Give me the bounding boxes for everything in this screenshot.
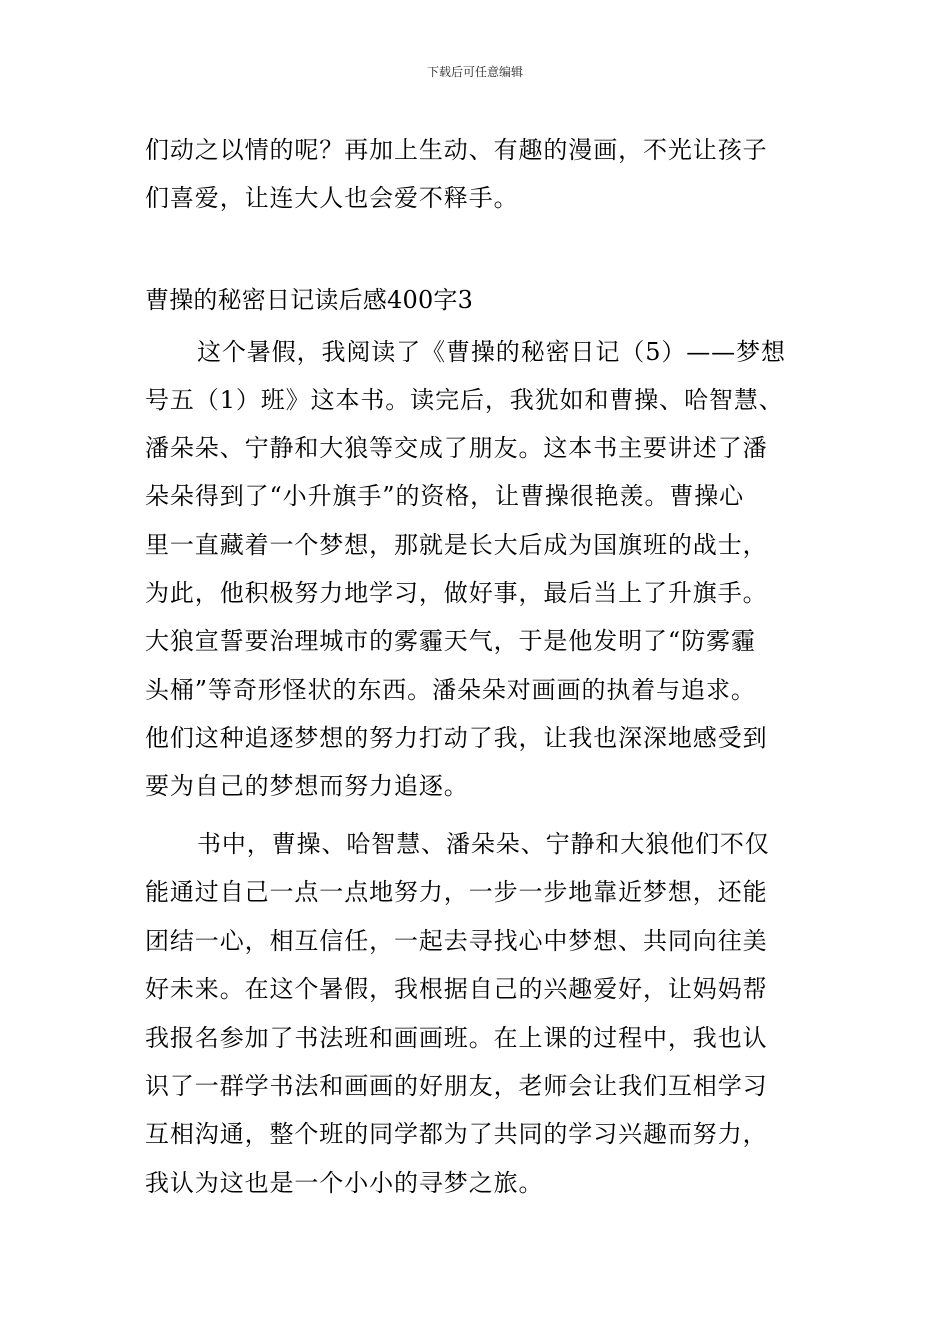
text-line: 朵朵得到了“小升旗手”的资格，让曹操很艳羡。曹操心	[145, 482, 745, 510]
text-line: 大狼宣誓要治理城市的雾霾天气，于是他发明了“防雾霾	[145, 627, 756, 655]
text-line: 头桶”等奇形怪状的东西。潘朵朵对画画的执着与追求。	[145, 676, 756, 704]
text-line: 里一直藏着一个梦想，那就是长大后成为国旗班的战士，	[145, 531, 768, 559]
text-line: 书中，曹操、哈智慧、潘朵朵、宁静和大狼他们不仅	[197, 830, 770, 858]
text-line: 们喜爱，让连大人也会爱不释手。	[145, 184, 519, 212]
text-line: 能通过自己一点一点地努力，一步一步地靠近梦想，还能	[145, 878, 768, 906]
text-line: 识了一群学书法和画画的好朋友，老师会让我们互相学习	[145, 1072, 768, 1100]
text-line: 我报名参加了书法班和画画班。在上课的过程中，我也认	[145, 1024, 768, 1052]
text-line: 为此，他积极努力地学习，做好事，最后当上了升旗手。	[145, 579, 768, 607]
text-line: 们动之以情的呢？再加上生动、有趣的漫画，不光让孩子	[145, 136, 768, 164]
page-header-note: 下载后可任意编辑	[426, 65, 523, 79]
text-line: 他们这种追逐梦想的努力打动了我，让我也深深地感受到	[145, 724, 768, 752]
text-line: 潘朵朵、宁静和大狼等交成了朋友。这本书主要讲述了潘	[145, 434, 768, 462]
text-line: 号五（1）班》这本书。读完后，我犹如和曹操、哈智慧、	[145, 386, 784, 414]
text-line: 要为自己的梦想而努力追逐。	[145, 772, 469, 800]
text-line: 这个暑假，我阅读了《曹操的秘密日记（5）——梦想	[197, 338, 786, 366]
text-line: 好未来。在这个暑假，我根据自己的兴趣爱好，让妈妈帮	[145, 975, 768, 1003]
text-line: 我认为这也是一个小小的寻梦之旅。	[145, 1169, 544, 1197]
text-line: 互相沟通，整个班的同学都为了共同的学习兴趣而努力，	[145, 1120, 768, 1148]
section-title: 曹操的秘密日记读后感400字3	[145, 286, 474, 314]
text-line: 团结一心，相互信任，一起去寻找心中梦想、共同向往美	[145, 927, 768, 955]
